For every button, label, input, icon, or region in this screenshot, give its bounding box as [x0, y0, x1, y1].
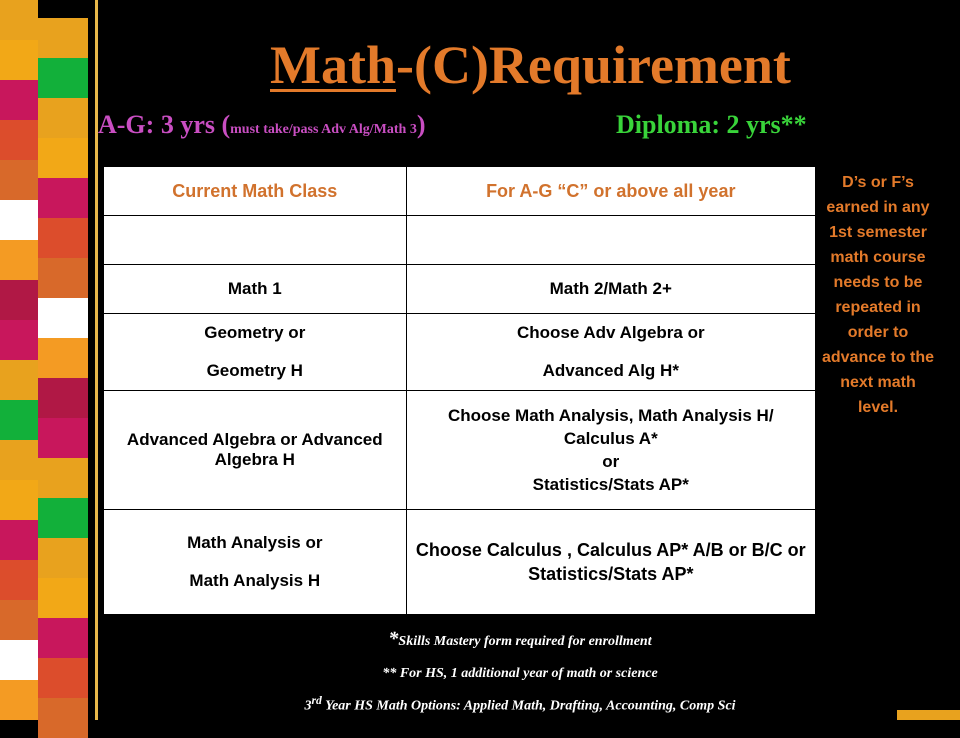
- footnote-hs-extra-year: ** For HS, 1 additional year of math or science: [382, 666, 658, 681]
- cell-line: Statistics/Stats AP*: [532, 475, 689, 494]
- current-class-cell: [104, 510, 407, 615]
- title-requirement: -(C)Requirement: [395, 35, 791, 95]
- diploma-requirement: Diploma: 2 yrs**: [616, 110, 807, 139]
- cell-line: Geometry or: [204, 323, 306, 342]
- table-row: [104, 265, 816, 314]
- cell-line: Choose Calculus , Calculus AP* A/B or B/C or Statistics/Stats AP*: [415, 540, 806, 584]
- third-year-suffix: rd: [311, 694, 322, 707]
- corner-accent: [897, 710, 960, 720]
- cell-line: Math 1: [227, 279, 282, 298]
- stripe-block: [38, 498, 88, 538]
- third-year-number: 3: [304, 698, 312, 714]
- current-class-cell: [104, 314, 407, 391]
- stripe-block: [38, 458, 88, 498]
- stripe-block: [0, 320, 38, 360]
- stripe-block: [0, 240, 38, 280]
- footnote-third-year-options: [180, 694, 860, 715]
- page-title: [270, 34, 791, 96]
- header-current-class: Current Math Class: [104, 167, 407, 216]
- cell-line: Choose Adv Algebra or: [516, 323, 705, 342]
- stripe-block: [38, 218, 88, 258]
- stripe-block: [38, 658, 88, 698]
- stripe-block: [0, 0, 38, 40]
- stripe-block: [0, 160, 38, 200]
- title-math: Math: [270, 35, 396, 95]
- next-class-cell: [406, 314, 815, 391]
- table-header-row: [104, 167, 816, 216]
- stripe-block: [38, 418, 88, 458]
- stripe-block: [38, 298, 88, 338]
- cell-line: Math 2/Math 2+: [549, 279, 672, 298]
- stripe-block: [0, 520, 38, 560]
- current-class-cell: [104, 391, 407, 510]
- blank-cell: [104, 216, 407, 265]
- next-class-cell: [406, 510, 815, 615]
- stripe-block: [0, 120, 38, 160]
- next-class-cell: [406, 391, 815, 510]
- next-class-cell: [406, 265, 815, 314]
- table-row: [104, 391, 816, 510]
- table-row-blank: [104, 216, 816, 265]
- repeat-course-note: D’s or F’s earned in any 1st semester math course needs to be repeated in order to advance to the next math level.: [821, 174, 935, 416]
- stripe-block: [0, 40, 38, 80]
- stripe-block: [38, 538, 88, 578]
- stripe-block: [0, 680, 38, 720]
- vertical-rule: [95, 0, 98, 720]
- third-year-text: Year HS Math Options: Applied Math, Drafting, Accounting, Comp Sci: [321, 698, 736, 714]
- blank-cell: [406, 216, 815, 265]
- cell-line: or: [602, 452, 620, 471]
- stripe-block: [38, 138, 88, 178]
- cell-line: Choose Math Analysis, Math Analysis H/ Calculus A*: [447, 406, 774, 448]
- ag-suffix: ): [416, 110, 426, 139]
- stripe-block: [38, 58, 88, 98]
- stripe-block: [0, 560, 38, 600]
- stripe-block: [0, 80, 38, 120]
- stripe-block: [38, 578, 88, 618]
- stripe-block: [0, 480, 38, 520]
- footnote-star: *: [388, 628, 399, 650]
- stripe-block: [38, 698, 88, 738]
- stripe-block: [38, 338, 88, 378]
- stripe-block: [38, 98, 88, 138]
- stripe-block: [0, 360, 38, 400]
- current-class-cell: [104, 265, 407, 314]
- ag-requirement: [98, 110, 426, 140]
- ag-prefix: A-G: 3 yrs (: [98, 110, 231, 139]
- stripe-block: [38, 378, 88, 418]
- stripe-block: [38, 178, 88, 218]
- stripe-block: [0, 600, 38, 640]
- table-row: [104, 510, 816, 615]
- cell-line: Math Analysis or: [187, 533, 323, 552]
- decorative-stripes: [0, 0, 100, 720]
- stripe-block: [0, 200, 38, 240]
- stripe-block: [0, 440, 38, 480]
- stripe-block: [0, 640, 38, 680]
- cell-line: Geometry H: [206, 361, 303, 380]
- footnote-skills-mastery: [180, 628, 860, 651]
- header-ag-requirement: For A-G “C” or above all year: [406, 167, 815, 216]
- stripe-block: [38, 18, 88, 58]
- ag-note: must take/pass Adv Alg/Math 3: [230, 122, 417, 137]
- cell-line: Advanced Algebra or Advanced Algebra H: [126, 430, 383, 469]
- stripe-block: [38, 258, 88, 298]
- math-sequence-table: [103, 166, 816, 615]
- stripe-block: [38, 618, 88, 658]
- footnote-skills-text: Skills Mastery form required for enrollment: [398, 634, 652, 649]
- stripe-block: [0, 280, 38, 320]
- table-row: [104, 314, 816, 391]
- cell-line: Advanced Alg H*: [542, 361, 679, 380]
- cell-line: Math Analysis H: [189, 571, 321, 590]
- stripe-block: [0, 400, 38, 440]
